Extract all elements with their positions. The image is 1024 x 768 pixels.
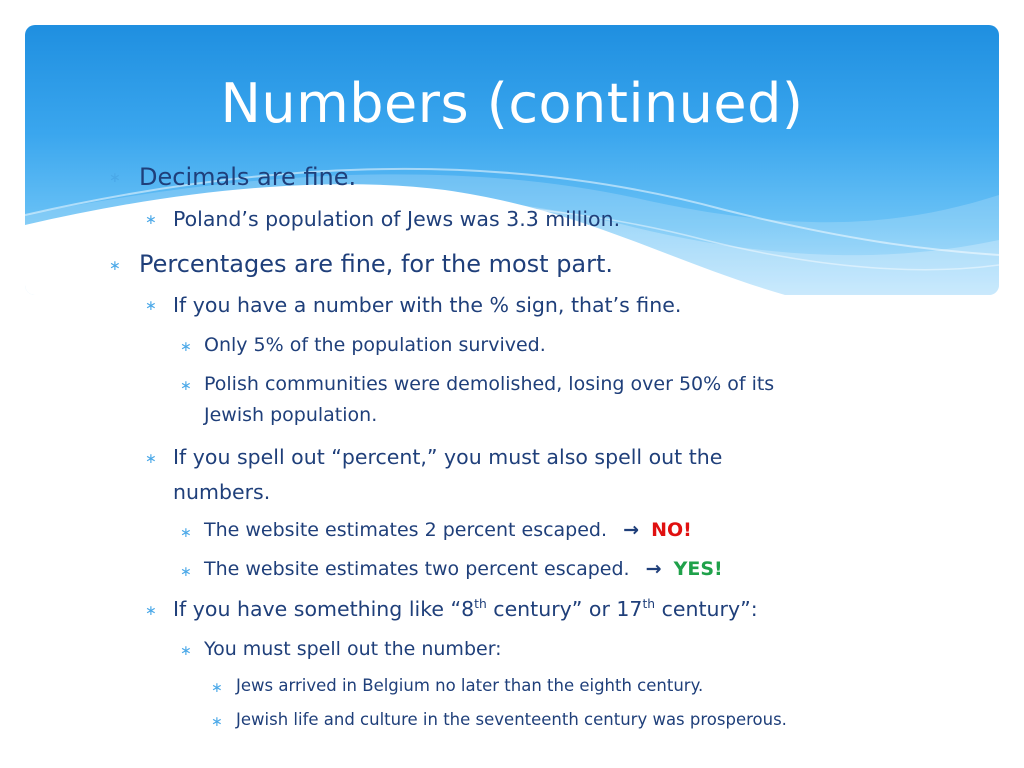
bullet-fifty-percent-line1: Polish communities were demolished, losing over 50% of its	[204, 373, 775, 395]
bullet-percentages: Percentages are fine, for the most part.	[139, 250, 614, 278]
bullet-century	[173, 597, 758, 621]
bullet-icon: ∗	[145, 451, 157, 467]
bullet-icon: ∗	[180, 525, 192, 541]
century-text-2: century” or 17	[486, 597, 643, 621]
bullet-icon: ∗	[180, 643, 192, 659]
bullet-icon: ∗	[211, 680, 223, 696]
bullet-icon: ∗	[180, 339, 192, 355]
bullet-icon: ∗	[145, 298, 157, 314]
example-seventeenth-century: Jewish life and culture in the seventeenth century was prosperous.	[236, 710, 787, 729]
slide-title: Numbers (continued)	[220, 72, 804, 135]
bullet-icon: ∗	[180, 378, 192, 394]
verdict-no: NO!	[651, 519, 692, 541]
ordinal-suffix-1: th	[474, 597, 487, 612]
bullet-icon: ∗	[211, 714, 223, 730]
bullet-icon: ∗	[145, 603, 157, 619]
century-text-1: If you have something like “8	[173, 597, 475, 621]
example-yes	[204, 558, 723, 580]
bullet-icon: ∗	[145, 212, 157, 228]
bullet-spell-number: You must spell out the number:	[204, 638, 502, 660]
bullet-percent-sign: If you have a number with the % sign, that’s fine.	[173, 293, 682, 317]
example-yes-text: The website estimates two percent escaped.	[204, 558, 630, 580]
example-no	[204, 519, 692, 541]
bullet-icon: ∗	[109, 258, 121, 274]
verdict-yes: YES!	[673, 558, 723, 580]
arrow-right-icon: →	[623, 519, 640, 541]
bullet-fifty-percent-line2: Jewish population.	[204, 404, 378, 426]
bullet-icon: ∗	[109, 170, 121, 186]
bullet-spell-percent-line2: numbers.	[173, 480, 271, 504]
bullet-spell-percent-line1: If you spell out “percent,” you must also spell out the	[173, 445, 723, 469]
century-text-3: century”:	[655, 597, 758, 621]
bullet-poland-population: Poland’s population of Jews was 3.3 million.	[173, 207, 621, 231]
example-eighth-century: Jews arrived in Belgium no later than the eighth century.	[236, 676, 704, 695]
ordinal-suffix-2: th	[642, 597, 656, 612]
bullet-decimals: Decimals are fine.	[139, 163, 357, 191]
bullet-five-percent: Only 5% of the population survived.	[204, 334, 546, 356]
bullet-icon: ∗	[180, 564, 192, 580]
arrow-right-icon: →	[645, 558, 662, 580]
example-no-text: The website estimates 2 percent escaped.	[204, 519, 608, 541]
